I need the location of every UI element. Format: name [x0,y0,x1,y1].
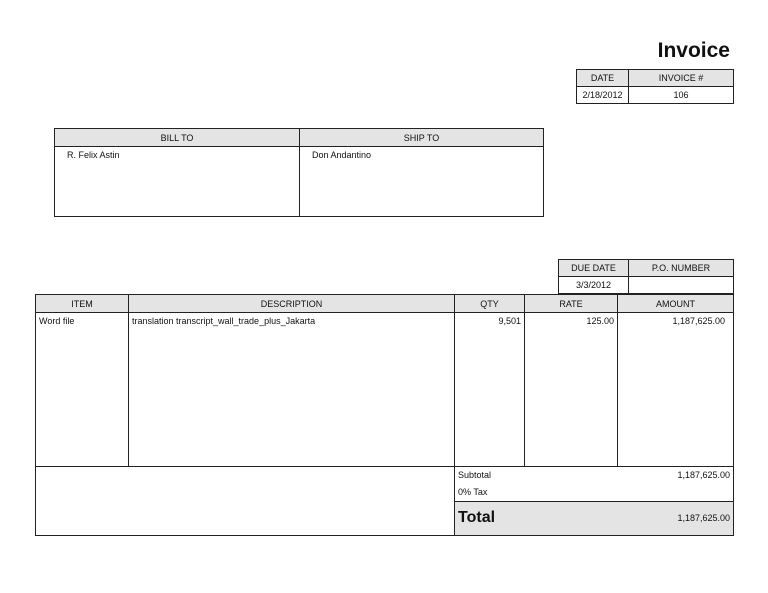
address-block [54,128,544,217]
col-divider-description [454,295,455,536]
invoice-title: Invoice [657,39,730,62]
ship-to-value: Don Andantino [312,150,372,160]
table-row [36,314,733,328]
total-label: Total [458,509,496,526]
rate-column-header: RATE [559,299,583,309]
po-number-value [629,277,734,294]
invoice-number-header: INVOICE # [629,70,734,87]
total-value: 1,187,625.00 [677,513,730,523]
invoice-header-table [576,69,734,104]
terms-table [558,259,734,294]
ship-to-header: SHIP TO [403,133,440,143]
item-cell: Word file [39,316,75,326]
qty-column-header: QTY [480,299,499,309]
items-bottom-line [36,466,733,467]
invoice-number-value: 106 [629,87,734,104]
due-date-value: 3/3/2012 [559,277,629,294]
date-header: DATE [577,70,629,87]
amount-cell: 1,187,625.00 [672,316,725,326]
subtotal-value: 1,187,625.00 [677,470,730,480]
date-value: 2/18/2012 [577,87,629,104]
tax-label: 0% Tax [458,487,488,497]
description-column-header: DESCRIPTION [260,299,323,309]
items-block [35,294,734,536]
bill-to-value: R. Felix Astin [67,150,120,160]
subtotal-label: Subtotal [458,470,492,480]
bill-to-header: BILL TO [160,133,194,143]
due-date-header: DUE DATE [559,260,629,277]
description-cell: translation transcript_wall_trade_plus_Jakarta [132,316,316,326]
amount-column-header: AMOUNT [656,299,695,309]
rate-cell: 125.00 [586,316,614,326]
item-column-header: ITEM [71,299,93,309]
po-number-header: P.O. NUMBER [629,260,734,277]
qty-cell: 9,501 [498,316,521,326]
